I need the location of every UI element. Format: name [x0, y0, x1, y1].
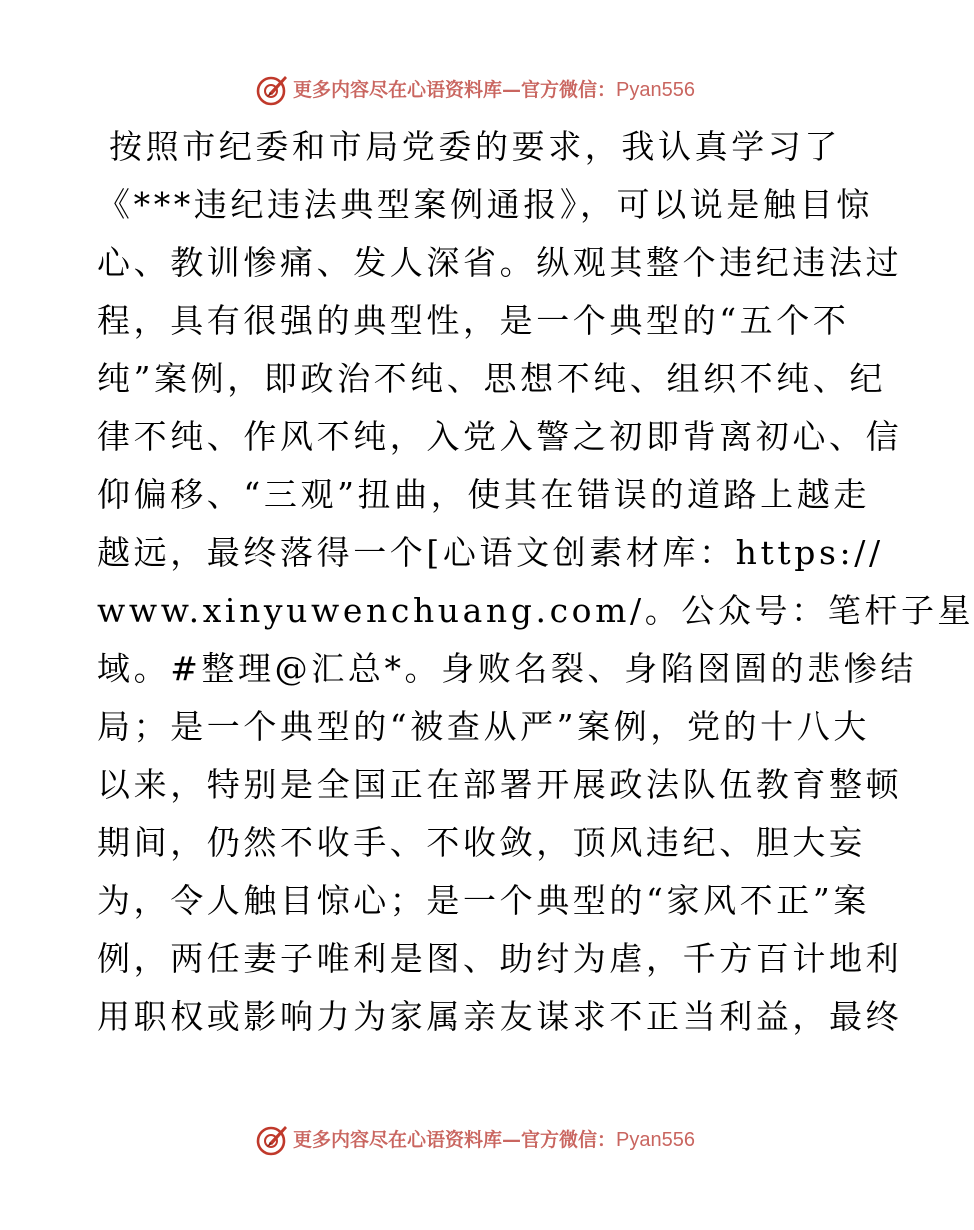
banner-wechat-id: Pyan556: [616, 1129, 695, 1151]
body-line: 程，具有很强的典型性，是一个典型的“五个不: [97, 301, 850, 340]
banner-site-text: 更多内容尽在心语资料库—: [293, 79, 522, 101]
body-line: 律不纯、作风不纯，入党入警之初即背离初心、信: [97, 417, 903, 456]
body-line: 域。#整理@汇总*。身败名裂、身陷囹圄的悲惨结: [97, 649, 917, 688]
banner-site-text: 更多内容尽在心语资料库—: [293, 1129, 522, 1151]
banner-wechat-label: 官方微信：: [521, 1129, 617, 1151]
body-line: 仰偏移、“三观”扭曲，使其在错误的道路上越走: [97, 475, 870, 514]
body-line: www.xinyuwenchuang.com/。公众号：笔杆子星: [97, 591, 974, 630]
header-banner: [0, 70, 950, 110]
banner-wechat-label: 官方微信：: [521, 79, 617, 101]
body-line: 以来，特别是全国正在部署开展政法队伍教育整顿: [97, 765, 903, 804]
banner-wechat-id: Pyan556: [616, 79, 695, 101]
body-line: 纯”案例，即政治不纯、思想不纯、组织不纯、纪: [97, 359, 887, 398]
body-line: 越远，最终落得一个[心语文创素材库：https://: [97, 533, 884, 572]
body-line: 例，两任妻子唯利是图、助纣为虐，千方百计地利: [97, 939, 903, 978]
body-line: 局；是一个典型的“被查从严”案例，党的十八大: [97, 707, 870, 746]
body-line: 为，令人触目惊心；是一个典型的“家风不正”案: [97, 881, 870, 920]
body-line: 《***违纪违法典型案例通报》，可以说是触目惊: [97, 185, 873, 224]
quill-logo-icon: [255, 1123, 289, 1157]
footer-banner: [0, 1120, 950, 1160]
document-body: [97, 118, 974, 1046]
body-line: 用职权或影响力为家属亲友谋求不正当利益，最终: [97, 997, 903, 1036]
body-line: 按照市纪委和市局党委的要求，我认真学习了: [109, 127, 841, 166]
quill-logo-icon: [255, 73, 289, 107]
body-line: 期间，仍然不收手、不收敛，顶风违纪、胆大妄: [97, 823, 866, 862]
body-line: 心、教训惨痛、发人深省。纵观其整个违纪违法过: [97, 243, 903, 282]
